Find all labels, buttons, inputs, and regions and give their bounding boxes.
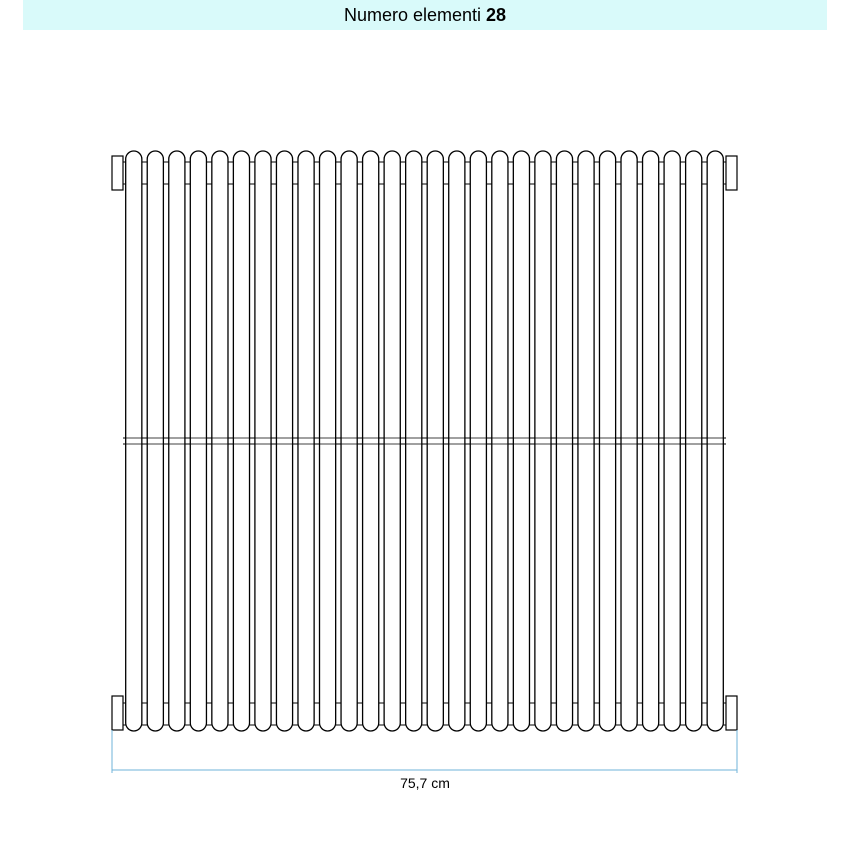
- radiator-element: [643, 151, 659, 731]
- element-count: 28: [486, 4, 507, 25]
- radiator-element: [578, 151, 594, 731]
- radiator-element: [449, 151, 465, 731]
- radiator-element: [233, 151, 249, 731]
- header-label: Numero elementi: [343, 4, 482, 25]
- radiator-element: [320, 151, 336, 731]
- radiator-element: [276, 151, 292, 731]
- radiator-element: [535, 151, 551, 731]
- radiator-element: [664, 151, 680, 731]
- width-dimension: [112, 730, 737, 773]
- radiator-element: [686, 151, 702, 731]
- radiator-element: [255, 151, 271, 731]
- radiator-element: [492, 151, 508, 731]
- radiator-element: [621, 151, 637, 731]
- radiator-element: [384, 151, 400, 731]
- radiator-element: [513, 151, 529, 731]
- radiator-element: [427, 151, 443, 731]
- radiator-element: [212, 151, 228, 731]
- radiator-element: [298, 151, 314, 731]
- width-dimension-label: 75,7 cm: [400, 775, 450, 791]
- left-bottom-connector: [112, 696, 123, 730]
- radiator-element: [470, 151, 486, 731]
- radiator-element: [599, 151, 615, 731]
- radiator-element: [147, 151, 163, 731]
- radiator-element: [406, 151, 422, 731]
- radiator-element: [707, 151, 723, 731]
- radiator-element: [341, 151, 357, 731]
- left-top-connector: [112, 156, 123, 190]
- right-top-connector: [726, 156, 737, 190]
- radiator-element: [190, 151, 206, 731]
- radiator-element: [556, 151, 572, 731]
- radiator-element: [126, 151, 142, 731]
- radiator-element: [363, 151, 379, 731]
- radiator: [112, 151, 737, 731]
- right-bottom-connector: [726, 696, 737, 730]
- radiator-element: [169, 151, 185, 731]
